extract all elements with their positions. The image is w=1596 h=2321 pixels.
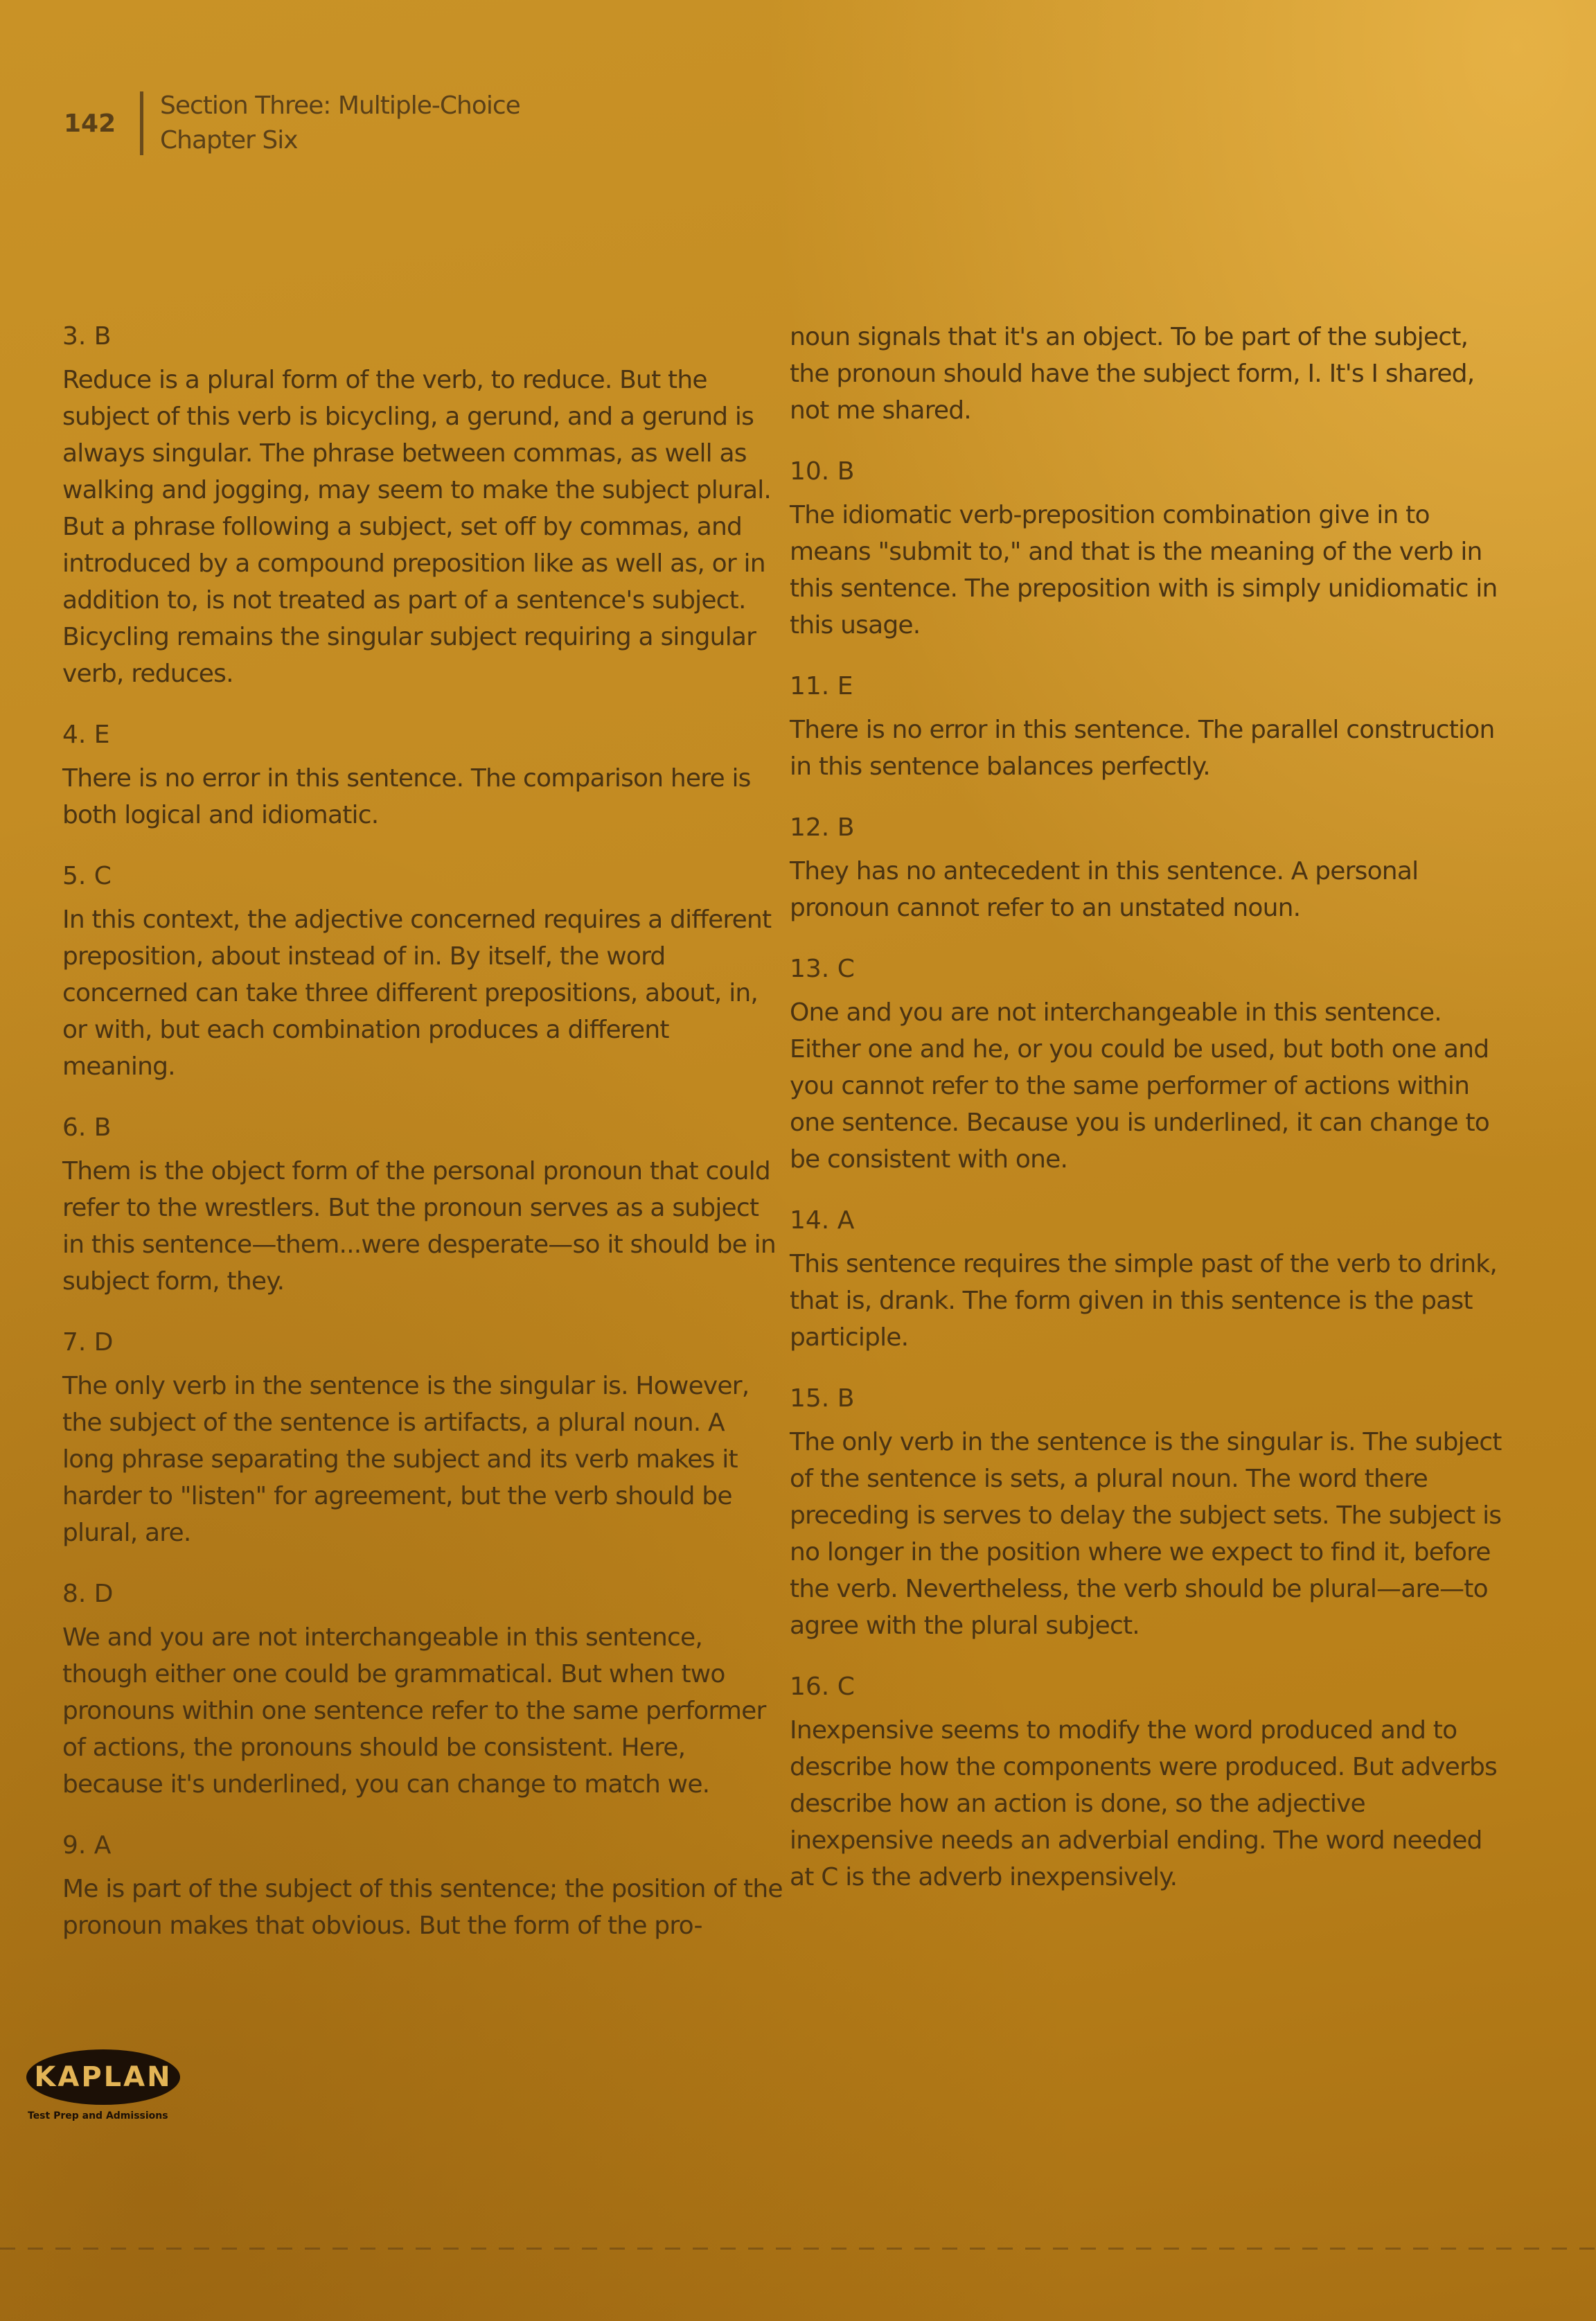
header-divider bbox=[140, 91, 143, 155]
logo-mark: KAPLAN bbox=[26, 2049, 180, 2105]
answer-item bbox=[62, 1325, 783, 1551]
answer-item bbox=[62, 319, 783, 692]
answer-explanation: In this context, the adjective concerned requires a different preposition, about instead of in. By itself, the word concerned can take three different prepositions, about, in, or with, but each combination produces a different meaning. bbox=[62, 906, 772, 1081]
answer-explanation: The idiomatic verb-preposition combination give in to means "submit to," and that is the meaning of the verb in this sentence. The preposition with is simply unidiomatic in this usage. bbox=[790, 501, 1498, 639]
answer-item bbox=[790, 810, 1510, 926]
answer-number: 9. A bbox=[62, 1831, 112, 1860]
answer-explanation: This sentence requires the simple past of the verb to drink, that is, drank. The form given in this sentence is the past participle. bbox=[790, 1250, 1497, 1352]
kaplan-logo bbox=[26, 2049, 180, 2121]
page-header bbox=[64, 89, 520, 158]
answer-item bbox=[62, 858, 783, 1085]
answer-number: 4. E bbox=[62, 721, 110, 749]
answer-item bbox=[790, 951, 1510, 1178]
answer-number: 5. C bbox=[62, 862, 112, 890]
answer-number: 12. B bbox=[790, 813, 855, 842]
answer-item bbox=[62, 1576, 783, 1803]
answer-number: 7. D bbox=[62, 1328, 114, 1357]
answer-number: 15. B bbox=[790, 1384, 855, 1413]
answer-explanation: Them is the object form of the personal pronoun that could refer to the wrestlers. But the pronoun serves as a subject in this sentence—them...were desperate—so it should be in subject form, they. bbox=[62, 1157, 776, 1296]
answer-item bbox=[790, 669, 1510, 785]
answer-explanation: One and you are not interchangeable in this sentence. Either one and he, or you could be used, but both one and you cannot refer to the same performer of actions within one sentence. Because you is underlined, it can change to be consistent with one. bbox=[790, 998, 1490, 1174]
left-column bbox=[62, 319, 783, 1969]
answer-explanation: We and you are not interchangeable in this sentence, though either one could be grammatical. But when two pronouns within one sentence refer to the same performer of actions, the pronouns should be consistent. Here, because it's underlined, you can change to match we. bbox=[62, 1623, 766, 1799]
answer-number: 6. B bbox=[62, 1113, 112, 1142]
answer-item bbox=[790, 1203, 1510, 1356]
answer-number: 3. B bbox=[62, 322, 112, 351]
answer-number: 10. B bbox=[790, 457, 855, 486]
answer-item bbox=[790, 454, 1510, 644]
answer-number: 16. C bbox=[790, 1673, 855, 1701]
answer-explanation: Reduce is a plural form of the verb, to reduce. But the subject of this verb is bicycling, a gerund, and a gerund is always singular. The phrase between commas, as well as walking and jogging, may seem to make the subject plural. But a phrase following a subject, set off by commas, and introduced by a compound preposition like as well as, or in addition to, is not treated as part of a sentence's subject. Bicycling remains the singular subject requiring a singular verb, reduces. bbox=[62, 366, 772, 688]
answer-item bbox=[790, 1669, 1510, 1896]
section-title: Section Three: Multiple-Choice bbox=[160, 91, 520, 120]
header-text bbox=[160, 89, 520, 158]
page-number: 142 bbox=[64, 109, 116, 138]
right-column bbox=[790, 319, 1510, 1921]
answer-explanation: The only verb in the sentence is the singular is. However, the subject of the sentence is artifacts, a plural noun. A long phrase separating the subject and its verb makes it harder to "listen" for agreement, but the verb should be plural, are. bbox=[62, 1372, 750, 1547]
logo-tagline: Test Prep and Admissions bbox=[28, 2110, 168, 2121]
answer-item bbox=[790, 1381, 1510, 1644]
answer-number: 11. E bbox=[790, 672, 853, 700]
answer-explanation: There is no error in this sentence. The parallel construction in this sentence balances perfectly. bbox=[790, 716, 1495, 781]
answer-item bbox=[62, 1828, 783, 1944]
answer-item bbox=[62, 717, 783, 833]
answer-number: 13. C bbox=[790, 955, 855, 983]
chapter-title: Chapter Six bbox=[160, 126, 298, 155]
continued-explanation: noun signals that it's an object. To be part of the subject, the pronoun should have the subject form, I. It's I shared, not me shared. bbox=[790, 323, 1475, 425]
answer-item bbox=[62, 1110, 783, 1300]
answer-explanation: Me is part of the subject of this sentence; the position of the pronoun makes that obvious. But the form of the pro- bbox=[62, 1875, 783, 1940]
answer-number: 8. D bbox=[62, 1580, 114, 1608]
answer-number: 14. A bbox=[790, 1206, 855, 1235]
answer-explanation: They has no antecedent in this sentence. A personal pronoun cannot refer to an unstated noun. bbox=[790, 857, 1419, 922]
answer-explanation: Inexpensive seems to modify the word produced and to describe how the components were produced. But adverbs describe how an action is done, so the adjective inexpensive needs an adverbial ending. The word needed at C is the adverb inexpensively. bbox=[790, 1716, 1497, 1891]
answer-explanation: There is no error in this sentence. The comparison here is both logical and idiomatic. bbox=[62, 764, 751, 829]
answer-explanation: The only verb in the sentence is the singular is. The subject of the sentence is sets, a plural noun. The word there preceding is serves to delay the subject sets. The subject is no longer in the position where we expect to find it, before the verb. Nevertheless, the verb should be plural—are—to agree with the plural subject. bbox=[790, 1428, 1502, 1640]
bottom-divider bbox=[0, 2248, 1596, 2250]
